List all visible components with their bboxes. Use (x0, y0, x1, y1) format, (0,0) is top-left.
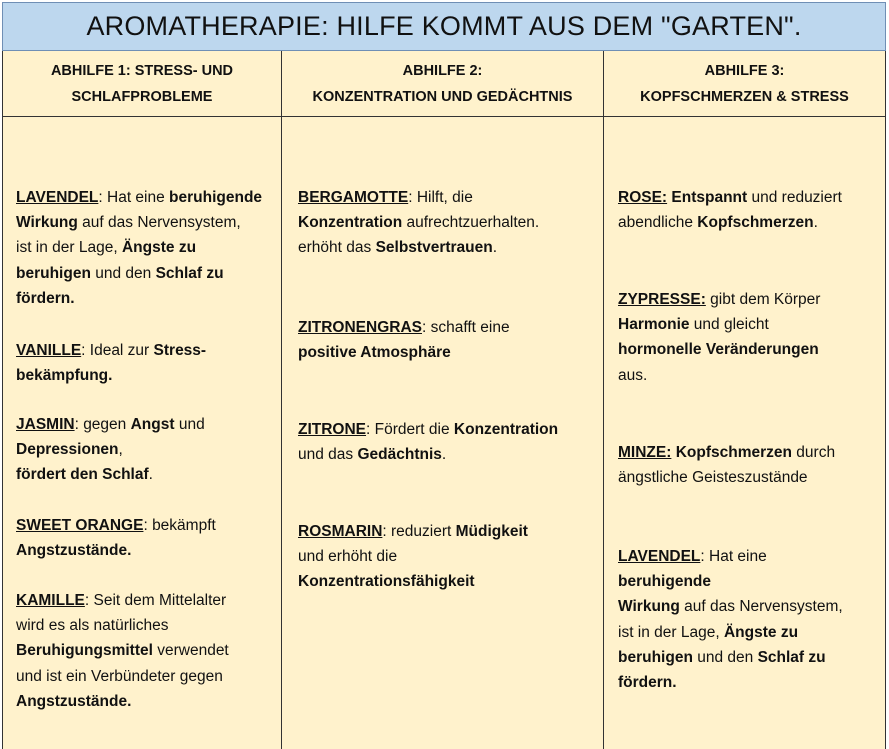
body-text: : bekämpft (143, 517, 216, 534)
emphasis-text: Konzentration (298, 214, 403, 232)
body-text: erhöht das (298, 239, 376, 257)
body-text: abendliche (618, 214, 698, 232)
remedy-name: LAVENDEL (16, 189, 99, 206)
title-bar (2, 2, 886, 51)
column-header-2 (282, 51, 603, 116)
emphasis-text: Schlaf zu (155, 264, 224, 282)
entry-line (16, 261, 278, 286)
body-text: : Fördert die (366, 421, 454, 438)
remedy-name: ZITRONENGRAS (298, 319, 422, 336)
entry-line (618, 337, 883, 362)
body-text: ist in der Lage, (16, 239, 122, 257)
emphasis-text: Angstzustände. (16, 692, 132, 710)
remedy-entry (16, 185, 278, 311)
emphasis-text: Wirkung (16, 214, 78, 232)
entry-line (618, 620, 883, 645)
remedy-name: KAMILLE (16, 592, 85, 609)
entry-line (618, 312, 883, 337)
emphasis-text: Angstzustände. (16, 542, 132, 560)
emphasis-text: beruhigende (618, 573, 712, 591)
entry-line (618, 569, 883, 594)
body-text: : gegen (74, 416, 131, 433)
column-header-line: ABHILFE 1: STRESS- UND (50, 62, 234, 79)
emphasis-text: Gedächtnis (357, 446, 442, 464)
entry-line (298, 235, 600, 260)
remedy-name: BERGAMOTTE (298, 189, 409, 206)
emphasis-text: Wirkung (618, 598, 680, 616)
entry-line (16, 538, 278, 563)
entry-line (618, 670, 883, 695)
body-text: und gleicht (689, 316, 769, 334)
entry-line (16, 613, 278, 638)
emphasis-text: Kopfschmerzen (697, 214, 814, 232)
body-text: verwendet (152, 642, 229, 660)
body-text: und den (90, 264, 156, 282)
remedy-entry (298, 315, 600, 365)
emphasis-text: beruhigende (169, 189, 263, 206)
remedy-entry (298, 417, 600, 467)
remedy-name: MINZE: (618, 444, 672, 461)
emphasis-text: Depressionen (16, 441, 119, 459)
entry-line (16, 210, 278, 235)
emphasis-text: Stress- (153, 342, 207, 359)
entry-line (298, 569, 600, 594)
body-text: . (441, 446, 447, 464)
body-text: wird es als natürliches (16, 617, 169, 635)
remedy-name: ROSMARIN (298, 523, 383, 540)
body-text: gibt dem Körper (705, 291, 821, 308)
body-text: auf das Nervensystem, (77, 214, 241, 232)
remedy-entry (618, 287, 883, 388)
column-body-3 (618, 117, 883, 749)
entry-line (618, 363, 883, 388)
remedy-entry (298, 185, 600, 261)
body-text: aus. (618, 366, 648, 384)
entry-line (618, 465, 883, 490)
body-text: und ist ein Verbündeter gegen (16, 667, 223, 685)
body-text: : schafft eine (422, 319, 510, 336)
emphasis-text: Selbstvertrauen (375, 239, 493, 257)
remedy-entry (16, 513, 278, 563)
body-text: : Ideal zur (81, 342, 154, 359)
entry-line (16, 412, 278, 437)
entry-line (16, 185, 278, 210)
body-text: und den (692, 648, 758, 666)
emphasis-text: Entspannt (667, 189, 748, 206)
remedy-entry (16, 588, 278, 714)
entry-line (16, 664, 278, 689)
body-text: : Seit dem Mittelalter (84, 592, 227, 609)
column-header-line: KOPFSCHMERZEN & STRESS (640, 88, 849, 105)
remedies-table (2, 51, 886, 749)
column-header-line: SCHLAFPROBLEME (71, 88, 213, 105)
body-text: : Hat eine (98, 189, 170, 206)
remedy-name: ZYPRESSE: (618, 291, 706, 308)
remedy-name: SWEET ORANGE (16, 517, 144, 534)
entry-line (618, 594, 883, 619)
body-text: und reduziert (747, 189, 842, 206)
entry-line (298, 442, 600, 467)
body-text: . (492, 239, 498, 257)
body-text: : Hat eine (700, 548, 767, 565)
entry-line (16, 235, 278, 260)
entry-line (298, 544, 600, 569)
emphasis-text: Harmonie (618, 316, 690, 334)
body-text: , (118, 441, 123, 459)
emphasis-text: bekämpfung. (16, 367, 113, 385)
emphasis-text: Müdigkeit (455, 523, 528, 540)
emphasis-text: hormonelle Veränderungen (618, 341, 819, 359)
remedy-name: ZITRONE (298, 421, 367, 438)
entry-line (16, 363, 278, 388)
entry-line (298, 315, 600, 340)
emphasis-text: Schlaf zu (757, 648, 826, 666)
entry-line (618, 210, 883, 235)
emphasis-text: Konzentrationsfähigkeit (298, 573, 475, 591)
column-header-1 (3, 51, 281, 116)
entry-line (298, 519, 600, 544)
body-text: durch (791, 444, 836, 461)
emphasis-text: Kopfschmerzen (671, 444, 792, 461)
entry-line (16, 689, 278, 714)
column-header-line: ABHILFE 3: (704, 62, 785, 79)
column-header-line: KONZENTRATION UND GEDÄCHTNIS (312, 88, 573, 105)
entry-line (16, 462, 278, 487)
body-text: . (813, 214, 818, 232)
remedy-entry (618, 440, 883, 490)
column-header-line: ABHILFE 2: (402, 62, 483, 79)
entry-line (16, 437, 278, 462)
emphasis-text: Konzentration (453, 421, 559, 438)
emphasis-text: fördern. (16, 289, 75, 307)
remedy-entry (618, 185, 883, 235)
remedy-name: LAVENDEL (618, 548, 701, 565)
body-text: und erhöht die (298, 548, 398, 566)
emphasis-text: fördert den Schlaf (16, 466, 149, 484)
column-body-2 (298, 117, 600, 749)
body-text: : reduziert (382, 523, 456, 540)
remedy-name: ROSE: (618, 189, 668, 206)
entry-line (298, 185, 600, 210)
remedy-name: JASMIN (16, 416, 75, 433)
entry-line (618, 185, 883, 210)
body-text: ist in der Lage, (618, 623, 724, 641)
body-text: aufrechtzuerhalten. (402, 214, 540, 232)
body-text: und (174, 416, 205, 433)
remedy-entry (16, 338, 278, 388)
remedy-entry (298, 519, 600, 595)
body-text: ängstliche Geisteszustände (618, 469, 808, 487)
entry-line (16, 638, 278, 663)
entry-line (298, 417, 600, 442)
remedy-entry (16, 412, 278, 488)
entry-line (298, 340, 600, 365)
entry-line (16, 286, 278, 311)
entry-line (16, 513, 278, 538)
column-divider (603, 51, 604, 749)
column-body-1 (16, 117, 278, 749)
entry-line (16, 588, 278, 613)
entry-line (618, 440, 883, 465)
entry-line (618, 287, 883, 312)
entry-line (618, 544, 883, 569)
body-text: : Hilft, die (408, 189, 473, 206)
emphasis-text: fördern. (618, 674, 677, 692)
body-text: . (148, 466, 153, 484)
remedy-name: VANILLE (16, 342, 82, 359)
emphasis-text: Ängste zu (121, 239, 197, 257)
remedy-entry (618, 544, 883, 695)
column-header-3 (604, 51, 885, 116)
emphasis-text: Beruhigungsmittel (16, 642, 153, 660)
body-text: auf das Nervensystem, (679, 598, 843, 616)
entry-line (298, 210, 600, 235)
body-text: und das (298, 446, 358, 464)
emphasis-text: Angst (130, 416, 175, 433)
emphasis-text: beruhigen (16, 264, 91, 282)
entry-line (16, 338, 278, 363)
emphasis-text: beruhigen (618, 648, 693, 666)
emphasis-text: positive Atmosphäre (298, 344, 451, 362)
page-title: AROMATHERAPIE: HILFE KOMMT AUS DEM "GARTEN". (86, 11, 802, 41)
entry-line (618, 645, 883, 670)
column-divider (281, 51, 282, 749)
emphasis-text: Ängste zu (723, 623, 799, 641)
